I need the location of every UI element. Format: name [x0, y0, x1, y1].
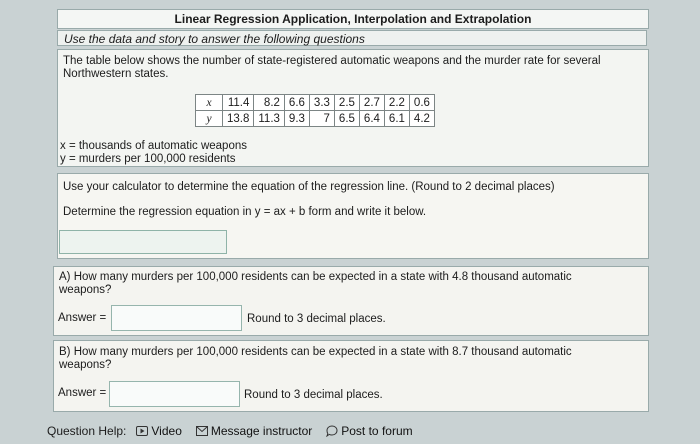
part-a-panel [53, 266, 649, 336]
x-cell: 2.5 [334, 95, 359, 111]
speech-bubble-icon [326, 425, 338, 437]
y-cell: 9.3 [284, 111, 309, 127]
variable-legend [60, 140, 247, 166]
data-table [195, 94, 435, 127]
x-cell: 2.2 [384, 95, 409, 111]
page-title: Linear Regression Application, Interpolation and Extrapolation [57, 9, 649, 29]
video-icon [136, 426, 148, 436]
part-a-question: A) How many murders per 100,000 residents can be expected in a state with 4.8 thousand automatic weapons? [59, 271, 572, 296]
envelope-icon [196, 426, 208, 436]
part-b-answer-label: Answer = [58, 387, 107, 399]
question-help-bar [47, 424, 423, 438]
instructions: Use the data and story to answer the following questions [57, 30, 647, 46]
y-cell: 6.1 [384, 111, 409, 127]
message-instructor-label: Message instructor [210, 424, 313, 438]
regression-prompt: Determine the regression equation in y = ax + b form and write it below. [63, 206, 427, 218]
y-cell: 13.8 [223, 111, 254, 127]
x-header: x [196, 95, 223, 111]
y-row [196, 111, 435, 127]
post-to-forum-label: Post to forum [341, 424, 413, 438]
y-cell: 11.3 [254, 111, 285, 127]
question-help-label: Question Help: [47, 424, 127, 438]
part-a-answer-label: Answer = [58, 312, 107, 324]
part-b-answer-input[interactable] [109, 381, 240, 407]
y-cell: 6.4 [359, 111, 384, 127]
y-cell: 6.5 [334, 111, 359, 127]
x-cell: 11.4 [223, 95, 254, 111]
part-a-answer-input[interactable] [111, 305, 242, 331]
x-cell: 8.2 [254, 95, 285, 111]
post-to-forum-link[interactable] [326, 424, 412, 438]
x-cell: 3.3 [309, 95, 334, 111]
part-b-round-note: Round to 3 decimal places. [244, 389, 383, 401]
x-definition: x = thousands of automatic weapons [60, 140, 247, 152]
x-cell: 0.6 [409, 95, 434, 111]
y-cell: 7 [309, 111, 334, 127]
message-instructor-link[interactable] [196, 424, 312, 438]
calc-instruction: Use your calculator to determine the equation of the regression line. (Round to 2 decimal places) [63, 181, 555, 193]
x-cell: 2.7 [359, 95, 384, 111]
video-link[interactable] [136, 424, 181, 438]
y-cell: 4.2 [409, 111, 434, 127]
x-row [196, 95, 435, 111]
y-header: y [196, 111, 223, 127]
part-b-question: B) How many murders per 100,000 residents can be expected in a state with 8.7 thousand automatic weapons? [59, 346, 572, 371]
video-label: Video [151, 424, 182, 438]
regression-equation-input[interactable] [59, 230, 227, 254]
part-a-round-note: Round to 3 decimal places. [247, 313, 386, 325]
part-b-panel [53, 340, 649, 412]
description: The table below shows the number of state-registered automatic weapons and the murder rate for several Northwestern states. [63, 55, 601, 80]
x-cell: 6.6 [284, 95, 309, 111]
y-definition: y = murders per 100,000 residents [60, 153, 236, 165]
